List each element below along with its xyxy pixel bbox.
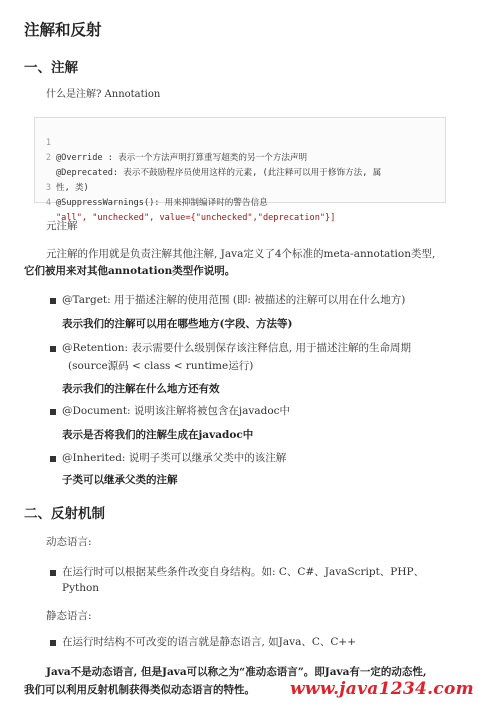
page-title: 注解和反射 [24, 21, 102, 39]
watermark: www.java1234.com [290, 679, 474, 699]
bullet-icon [50, 456, 56, 462]
line-number: 3 [45, 183, 51, 193]
code-text: 性, 类) [56, 183, 89, 193]
code-text: @Deprecated: 表示不鼓励程序员使用这样的元素, (此注释可以用于修饰方法, 属 [56, 168, 382, 178]
line-number: 2 [45, 153, 51, 163]
code-text: "all", "unchecked", value={"unchecked","deprecation"}] [56, 213, 336, 223]
static-language-label: 静态语言: [46, 610, 92, 622]
line-number: 1 [45, 138, 51, 148]
section-heading-annotation: 一、注解 [24, 60, 78, 76]
section-heading-reflection: 二、反射机制 [24, 506, 105, 522]
list-item-target: @Target: 用于描述注解的使用范围 (即: 被描述的注解可以用在什么地方) [62, 294, 406, 306]
list-item-retention: @Retention: 表示需要什么级别保存该注释信息, 用于描述注解的生命周期 [62, 342, 412, 354]
list-item-target-note: 表示我们的注解可以用在哪些地方(字段、方法等) [62, 318, 293, 330]
list-item-retention-note: 表示我们的注解在什么地方还有效 [62, 383, 220, 395]
meta-annotation-title: 元注解 [46, 220, 78, 232]
bullet-icon [50, 409, 56, 415]
static-language-item: 在运行时结构不可改变的语言就是静态语言, 如Java、C、C++ [62, 636, 356, 648]
annotation-question: 什么是注解? Annotation [46, 89, 161, 100]
bullet-icon [50, 346, 56, 352]
meta-annotation-desc-line2: 它们被用来对其他annotation类型作说明。 [24, 265, 236, 277]
list-item-retention-detail: (source源码 < class < runtime运行) [68, 360, 254, 372]
meta-annotation-desc-line1: 元注解的作用就是负责注解其他注解, Java定义了4个标准的meta-annotation类型, [46, 248, 436, 260]
list-item-inherited: @Inherited: 说明子类可以继承父类中的该注解 [62, 452, 287, 464]
bullet-icon [50, 640, 56, 646]
bullet-icon [50, 570, 56, 576]
code-text: @Override : 表示一个方法声明打算重写超类的另一个方法声明 [56, 153, 308, 163]
line-number: 4 [45, 198, 51, 208]
bullet-icon [50, 298, 56, 304]
code-text: @SuppressWarnings(): 用来抑制编译时的警告信息 [56, 198, 268, 208]
list-item-document-note: 表示是否将我们的注解生成在javadoc中 [62, 429, 254, 441]
dynamic-language-item-cont: Python [62, 582, 100, 594]
reflection-summary-line1: Java不是动态语言, 但是Java可以称之为“准动态语言”。即Java有一定的动态性, [46, 666, 427, 678]
list-item-document: @Document: 说明该注解将被包含在javadoc中 [62, 405, 291, 417]
list-item-inherited-note: 子类可以继承父类的注解 [62, 474, 178, 486]
dynamic-language-item: 在运行时可以根据某些条件改变自身结构。如: C、C#、JavaScript、PHP、 [62, 566, 425, 578]
code-block [34, 117, 446, 223]
dynamic-language-label: 动态语言: [46, 536, 92, 548]
reflection-summary-line2: 我们可以利用反射机制获得类似动态语言的特性。 [24, 684, 255, 696]
